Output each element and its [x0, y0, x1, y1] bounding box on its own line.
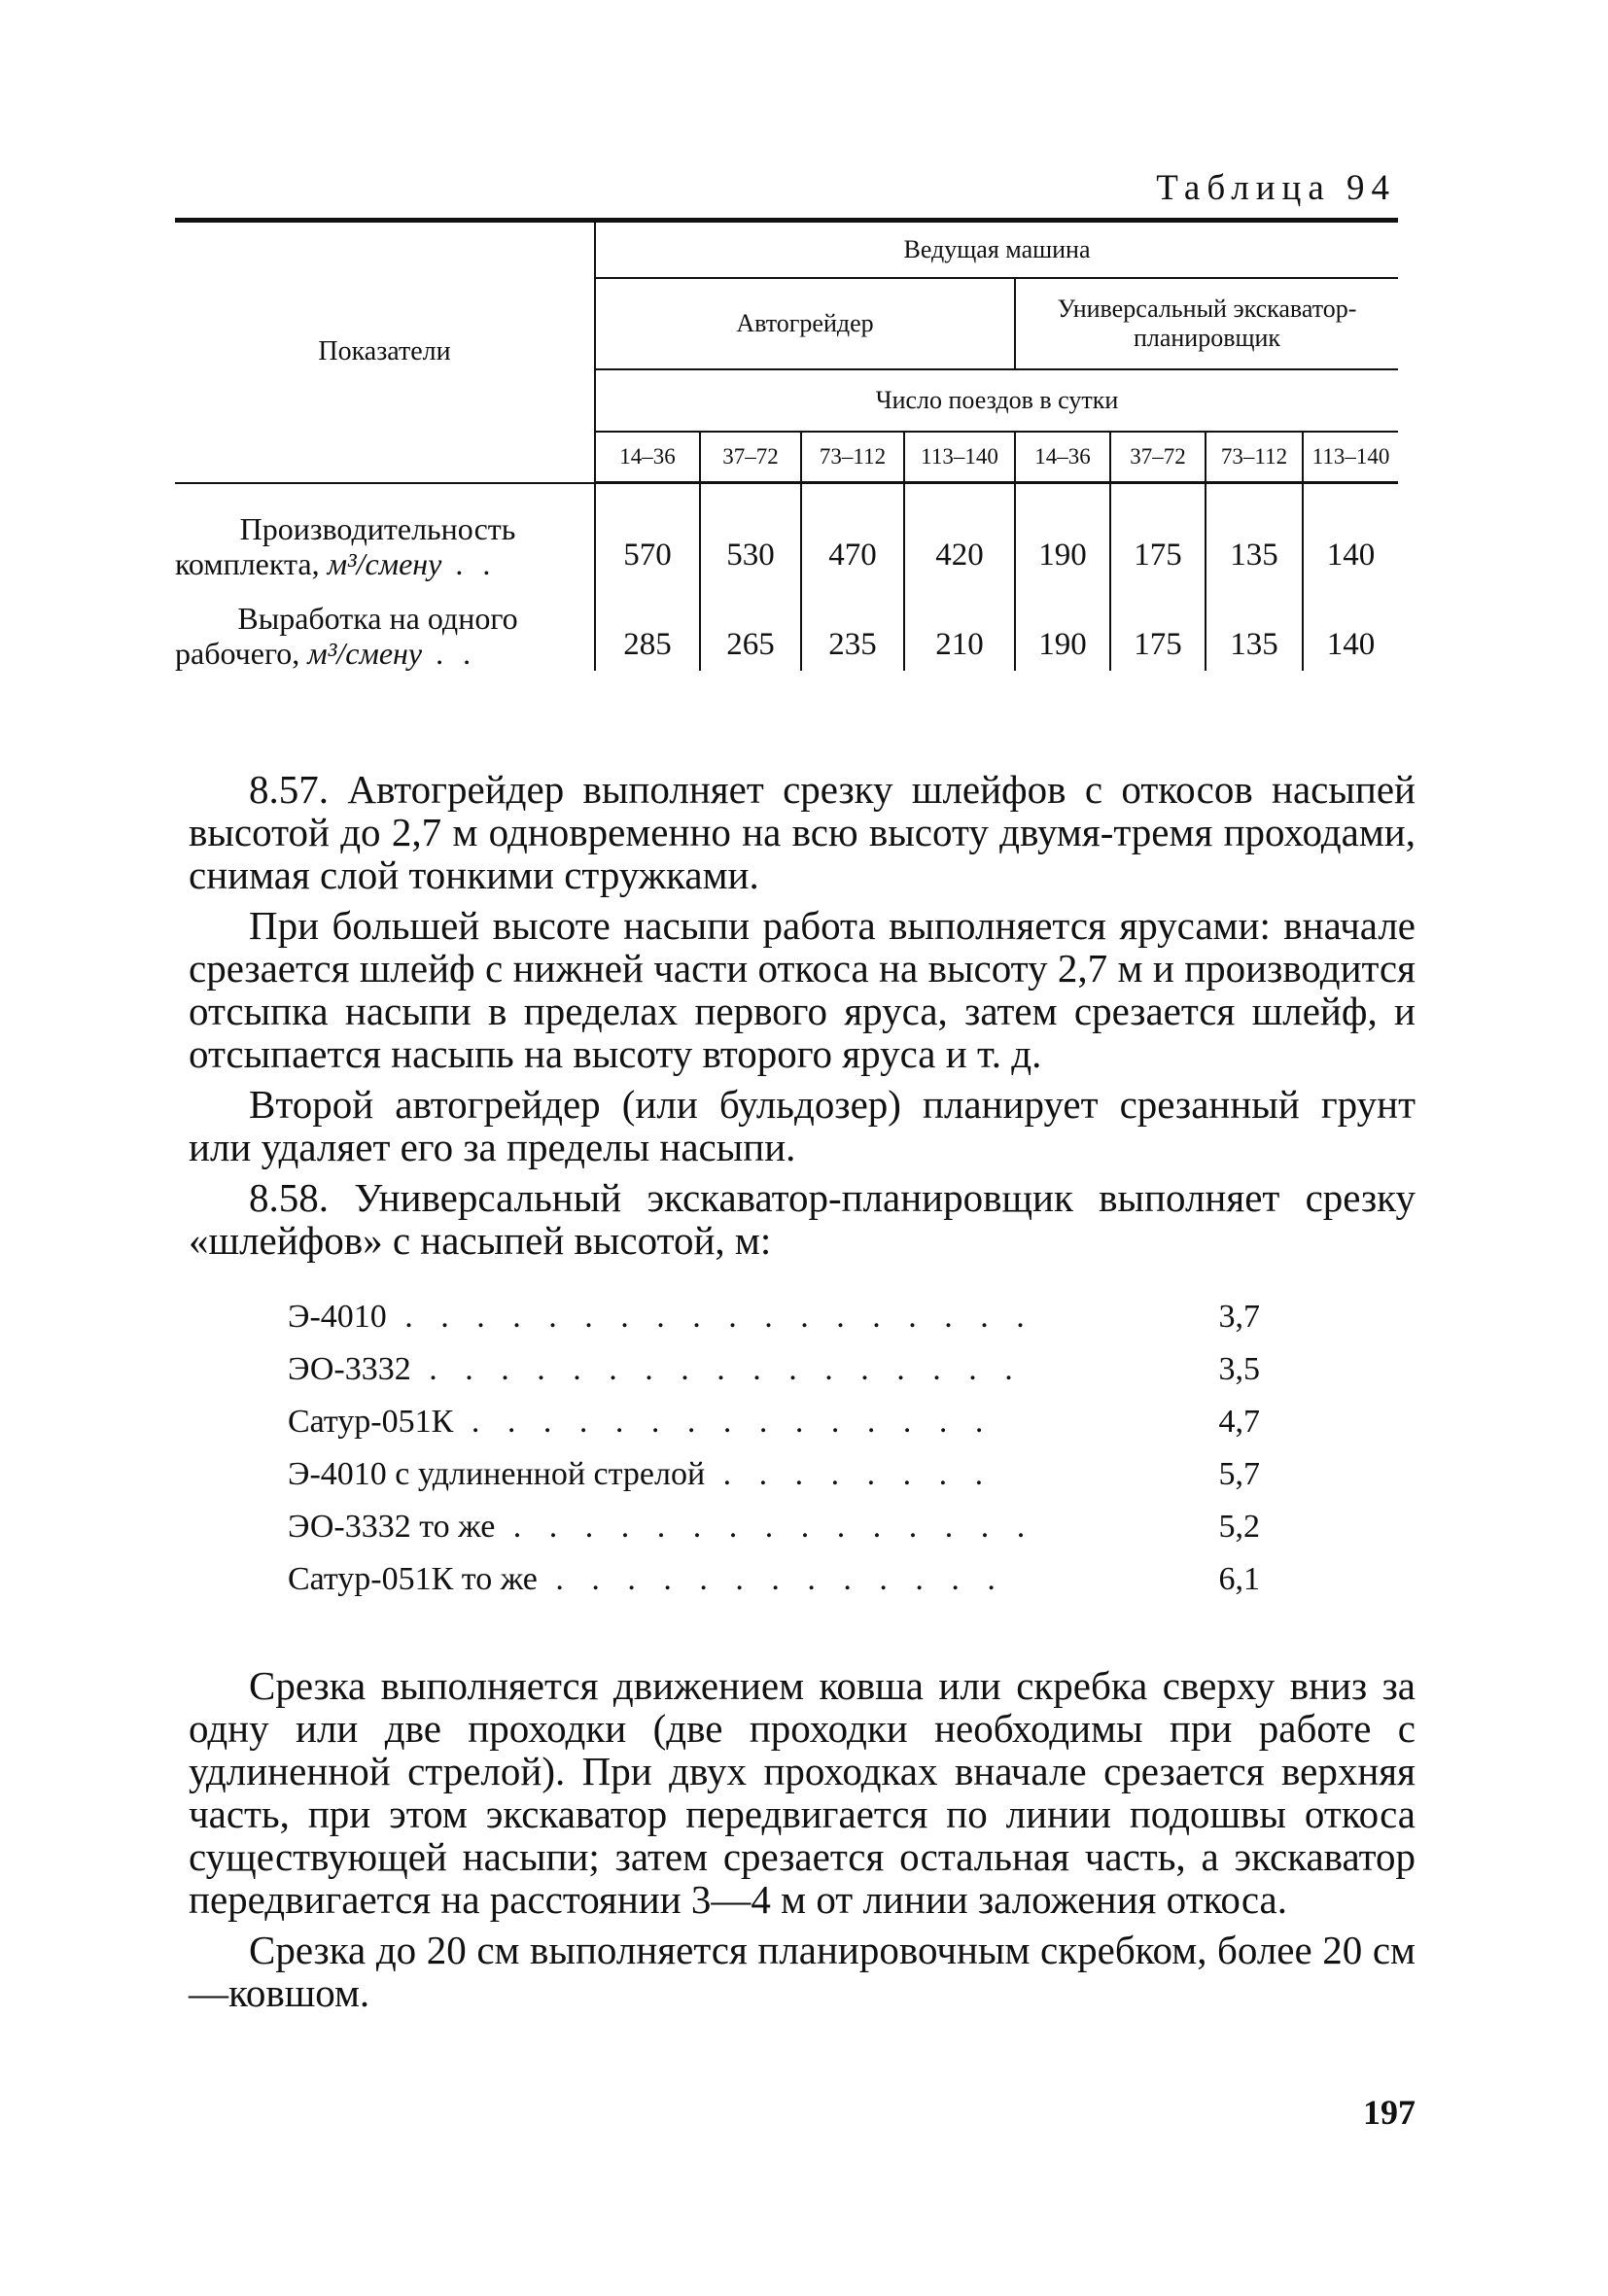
table-cell: 420	[904, 483, 1015, 582]
paragraph: Срезка выполняется движением ковша или скребка сверху вниз за одну или две проходки (две проходки необходимы при работе с удлиненной стрелой). При двух проходках вначале срезается верхняя часть, при этом экскаватор передвигается по линии подошвы откоса существующей насыпи; затем срезается остальная часть, а экскаватор передвигается на расстоянии 3—4 м от линии заложения откоса.	[189, 1663, 1416, 1922]
header-indicators: Показатели	[175, 221, 595, 483]
range-header: 113–140	[1303, 432, 1398, 483]
table-cell: 570	[595, 483, 700, 582]
indicators-table	[175, 218, 1398, 671]
list-item: Сатур-051К . . . . . . . . . . . . . . . 4,7	[288, 1404, 1260, 1440]
table-cell: 235	[801, 581, 904, 671]
paragraph: Срезка до 20 см выполняется планировочным скребком, более 20 см—ковшом.	[189, 1928, 1416, 2015]
table-cell: 210	[904, 581, 1015, 671]
table-cell: 285	[595, 581, 700, 671]
table-cell: 190	[1015, 581, 1110, 671]
list-item: Э-4010 с удлиненной стрелой . . . . . . . . 5,7	[288, 1456, 1260, 1492]
table-cell: 265	[700, 581, 801, 671]
paragraph-8-57: 8.57. Автогрейдер выполняет срезку шлейфов с откосов насыпей высотой до 2,7 м одновременно на всю высоту двумя-тремя проходами, снимая слой тонкими стружками.	[189, 767, 1416, 897]
header-trains-per-day: Число поездов в сутки	[595, 369, 1398, 432]
row-label: Производительность комплекта, м³/смену . .	[175, 483, 595, 582]
paragraph: При большей высоте насыпи работа выполняется ярусами: вначале срезается шлейф с нижней части откоса на высоту 2,7 м и производится отсыпка насыпи в пределах первого яруса, затем срезается шлейф, и отсыпается насыпь на высоту второго яруса и т. д.	[189, 903, 1416, 1076]
list-item: Сатур-051К то же . . . . . . . . . . . . . 6,1	[288, 1561, 1260, 1597]
page-number: 197	[1363, 2093, 1416, 2132]
table-cell: 190	[1015, 483, 1110, 582]
table-cell: 175	[1110, 483, 1206, 582]
table-row	[175, 581, 1398, 671]
range-header: 73–112	[801, 432, 904, 483]
range-header: 37–72	[1110, 432, 1206, 483]
table-cell: 530	[700, 483, 801, 582]
range-header: 113–140	[904, 432, 1015, 483]
range-header: 14–36	[1015, 432, 1110, 483]
list-item: ЭО-3332 то же . . . . . . . . . . . . . . . 5,2	[288, 1509, 1260, 1545]
table-caption: Таблица 94	[1156, 168, 1396, 208]
list-item: ЭО-3332 . . . . . . . . . . . . . . . . . 3,5	[288, 1351, 1260, 1387]
table-cell: 140	[1326, 627, 1376, 662]
text-block-lower	[189, 1664, 1416, 2022]
table-cell: 135	[1206, 581, 1303, 671]
header-leading-machine: Ведущая машина	[595, 221, 1398, 279]
table-row	[175, 483, 1398, 582]
table-cell: 135	[1206, 483, 1303, 582]
paragraph-8-58: 8.58. Универсальный экскаватор-планировщик выполняет срезку «шлейфов» с насыпей высотой, м:	[189, 1175, 1416, 1263]
paragraph: Второй автогрейдер (или бульдозер) планирует срезанный грунт или удаляет его за пределы насыпи.	[189, 1082, 1416, 1169]
range-header: 37–72	[700, 432, 801, 483]
list-item: Э-4010 . . . . . . . . . . . . . . . . . . 3,7	[288, 1299, 1260, 1335]
table-cell: 470	[801, 483, 904, 582]
row-label: Выработка на одного рабочего, м³/смену . .	[175, 581, 595, 671]
text-block-upper	[189, 768, 1416, 1270]
header-excavator: Универсальный экскаватор-планировщик	[1015, 278, 1398, 369]
range-header: 14–36	[595, 432, 700, 483]
header-autograder: Автогрейдер	[595, 278, 1015, 369]
range-header: 73–112	[1206, 432, 1303, 483]
table-cell: 175	[1110, 581, 1206, 671]
excavator-height-list	[288, 1299, 1260, 1614]
table-cell: 140	[1326, 538, 1376, 573]
